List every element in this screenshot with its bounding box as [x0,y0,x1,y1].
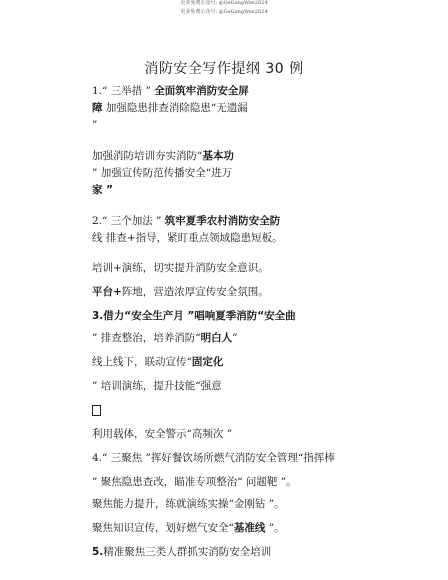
section-1-l2-text: 加强隐患排查消除隐患“无遗漏 [102,102,248,114]
section-3-line-2 [92,331,237,345]
section-3-l2-end: ” [232,332,238,344]
section-4-heading: 4.“ 三聚焦 ”挥好餐饮场所燃气消防安全管理“指挥棒 [92,452,335,464]
section-3-number: 3.借力 [92,310,125,322]
section-4-line-4 [92,521,285,535]
section-3-l3-bold: 固定化 [191,356,224,368]
missing-glyph-box-icon [92,405,101,416]
section-1-line-2 [92,101,248,115]
section-1-l2-bold: 障 [92,102,103,114]
section-2-line-4 [92,285,269,299]
section-2-line-3: 培训+演练，切实提升消防安全意识。 [92,262,269,274]
section-3-heading [92,309,296,323]
watermark-line-1: 更多免费公众号: @GeGongWen2024 [180,0,268,6]
section-1-heading [92,84,249,98]
section-3-title-a: “安全生产月 ” [124,310,195,322]
section-1-number: 1.“ 三举措 ” [92,85,151,97]
section-3-line-4: ” 培训演练，提升技能“强意 [92,380,222,392]
section-3-line-5 [92,403,101,417]
section-1-line-3: ” [92,119,98,131]
section-2-title: 筑牢夏季农村消防安全防 [164,215,281,227]
section-1-line-5: ” 加强宣传防范传播安全“进万 [92,167,233,179]
section-5-heading [92,545,271,559]
section-1-line-4 [92,149,234,163]
section-3-title-b: 唱响夏季消防“安全曲 [194,310,296,322]
section-2-l4-bold: 平台+ [92,286,122,298]
watermark-line-2: 更多免费公众号: @GeGongWen2024 [180,9,268,15]
section-2-heading [92,214,280,228]
section-3-l2-text: ” 排查整治，培养消防“ [92,332,201,344]
section-4-line-3: 聚焦能力提升，练就演练实操“金刚钻 ”。 [92,498,285,510]
document-title: 消防安全写作提纲 30 例 [144,61,304,77]
section-3-line-6: 利用载体，安全警示“高频次 ” [92,428,233,440]
section-4-line-2: ” 聚焦隐患查改，瞄准专项整治“ 问题靶 ”。 [92,476,297,488]
section-3-l3-text: 线上线下，联动宣传“ [92,356,192,368]
section-5-number: 5. [92,546,104,558]
section-4-l4-text: 聚焦知识宣传，划好燃气安全“ [92,522,234,534]
section-1-title: 全面筑牢消防安全屏 [154,85,249,97]
section-4-l4-bold: 基准线 [233,522,266,534]
section-2-number: 2.“ 三个加法 ” [92,215,162,227]
section-1-l4-text: 加强消防培训夯实消防“ [92,150,203,162]
section-3-l2-bold: 明白人 [200,332,233,344]
section-1-l4-bold: 基本功 [202,150,234,162]
section-2-line-2: 线 排查+指导，紧盯重点领域隐患短板。 [92,232,283,244]
section-4-l4-end: ”。 [265,522,285,534]
section-2-l4-text: 阵地，营造浓厚宣传安全氛围。 [121,286,269,298]
section-5-title: 精准聚焦三类人群抓实消防安全培训 [103,546,272,558]
section-1-line-6: 家 ” [92,184,114,196]
section-3-line-3 [92,355,223,369]
